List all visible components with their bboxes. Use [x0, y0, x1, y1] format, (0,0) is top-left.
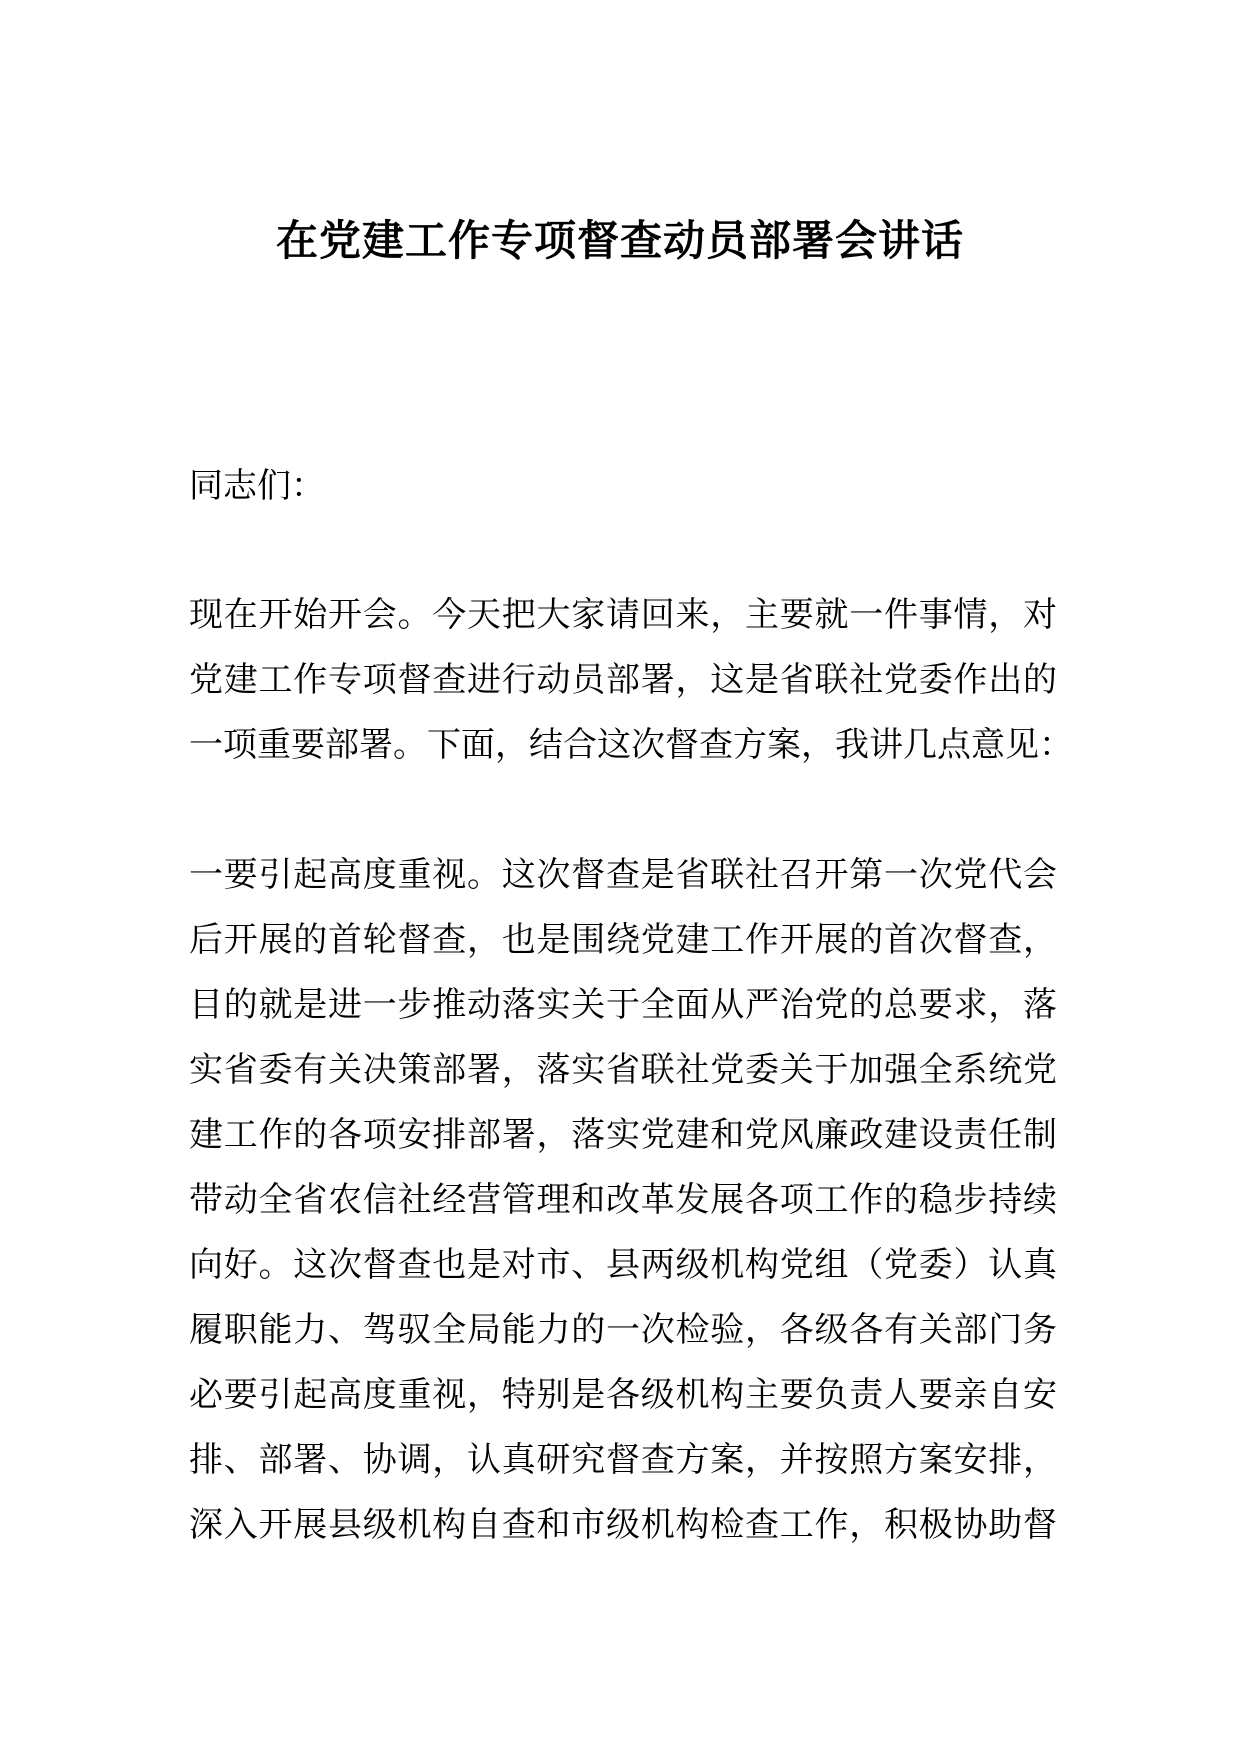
paragraph-line: 党建工作专项督查进行动员部署，这是省联社党委作出的	[189, 660, 1057, 700]
paragraph-line: 建工作的各项安排部署，落实党建和党风廉政建设责任制	[189, 1115, 1057, 1155]
paragraph-line: 目的就是进一步推动落实关于全面从严治党的总要求，落	[189, 985, 1057, 1025]
paragraph-line: 后开展的首轮督查，也是围绕党建工作开展的首次督查，	[189, 920, 1057, 960]
paragraph-1	[189, 583, 1073, 778]
paragraph-line: 必要引起高度重视，特别是各级机构主要负责人要亲自安	[189, 1375, 1057, 1415]
paragraph-line: 向好。这次督查也是对市、县两级机构党组（党委）认真	[189, 1245, 1057, 1285]
salutation	[189, 454, 1069, 519]
document-title: 在党建工作专项督查动员部署会讲话	[275, 216, 964, 265]
salutation-line: 同志们：	[189, 466, 325, 506]
paragraph-line: 深入开展县级机构自查和市级机构检查工作，积极协助督	[189, 1505, 1057, 1545]
paragraph-line: 排、部署、协调，认真研究督查方案，并按照方案安排，	[189, 1440, 1057, 1480]
paragraph-line: 现在开始开会。今天把大家请回来，主要就一件事情，对	[189, 595, 1057, 635]
paragraph-line: 一要引起高度重视。这次督查是省联社召开第一次党代会	[189, 855, 1057, 895]
paragraph-line: 一项重要部署。下面，结合这次督查方案，我讲几点意见：	[189, 725, 1073, 765]
paragraph-2	[189, 843, 1069, 1558]
paragraph-line: 履职能力、驾驭全局能力的一次检验，各级各有关部门务	[189, 1310, 1057, 1350]
paragraph-line: 带动全省农信社经营管理和改革发展各项工作的稳步持续	[189, 1180, 1057, 1220]
paragraph-line: 实省委有关决策部署，落实省联社党委关于加强全系统党	[189, 1050, 1057, 1090]
